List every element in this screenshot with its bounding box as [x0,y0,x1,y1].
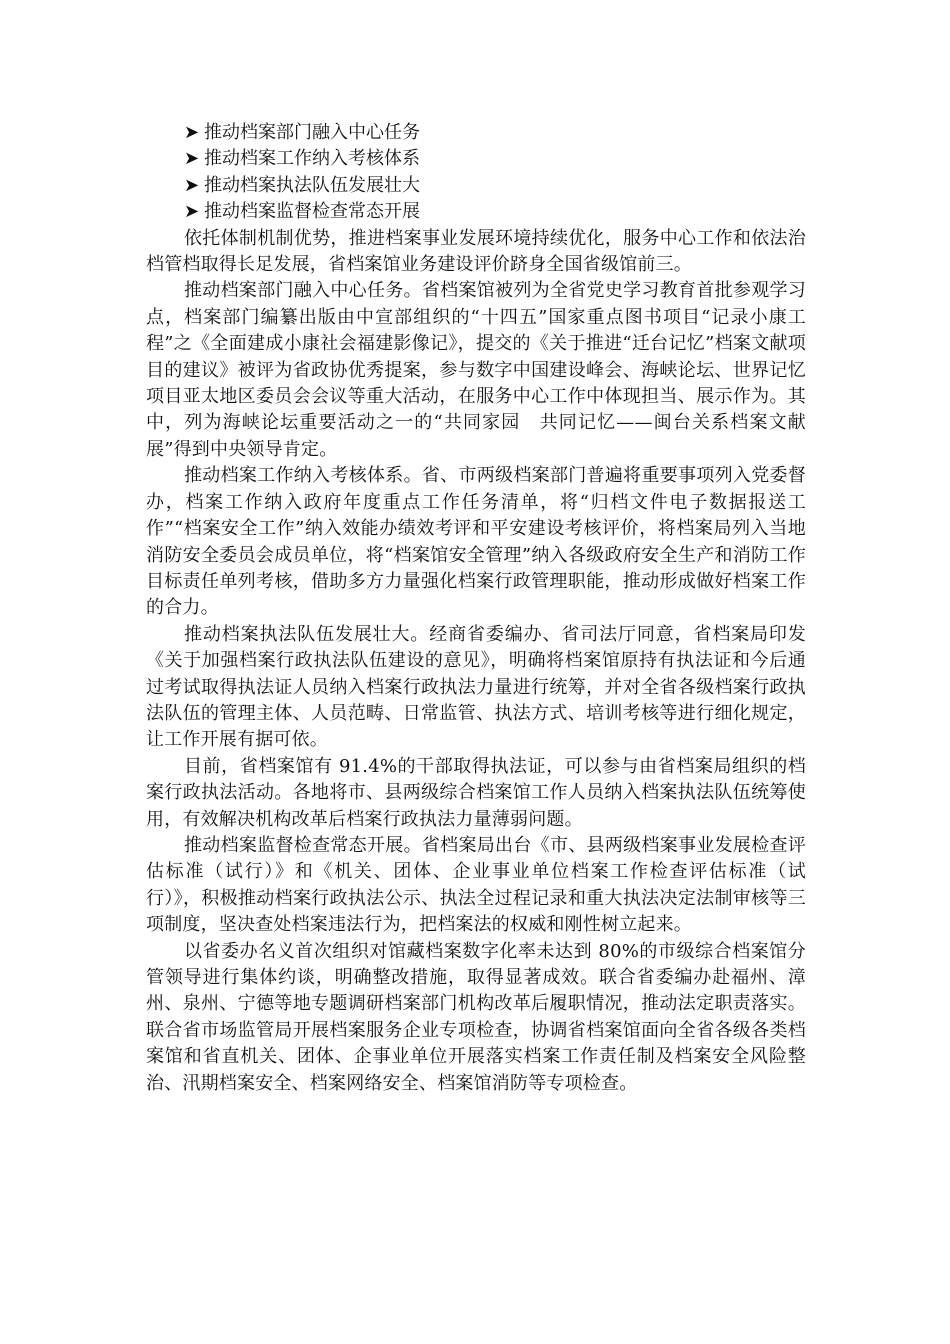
arrow-bullet-icon: ➤ [184,174,200,196]
arrow-bullet-icon: ➤ [184,148,200,170]
bullet-text: 推动档案工作纳入考核体系 [204,148,420,170]
arrow-bullet-icon: ➤ [184,122,200,143]
paragraph-enforcement-team: 推动档案执法队伍发展壮大。经商省委编办、省司法厅同意，省档案局印发《关于加强档案行政执法队伍建设的意见》，明确将档案馆原持有执法证和今后通过考试取得执法证人员纳入档案行政执法力量进行统筹，并对全省各级档案行政执法队伍的管理主体、人员范畴、日常监管、执法方式、培训考核等进行细化规定，让工作开展有据可依。 [146,623,806,751]
arrow-bullet-icon: ➤ [184,201,200,223]
bullet-text: 推动档案监督检查常态开展 [204,201,420,223]
paragraph-intro: 依托体制机制优势，推进档案事业发展环境持续优化，服务中心工作和依法治档管档取得长足发展，省档案馆业务建设评价跻身全国省级馆前三。 [146,227,806,276]
paragraph-digitization: 以省委办名义首次组织对馆藏档案数字化率未达到 80%的市级综合档案馆分管领导进行集体约谈，明确整改措施，取得显著成效。联合省委编办赴福州、漳州、泉州、宁德等地专题调研档案部门机构改革后履职情况，推动法定职责落实。联合省市场监管局开展档案服务企业专项检查，协调省档案馆面向全省各级各类档案馆和省直机关、团体、企事业单位开展落实档案工作责任制及档案安全风险整治、汛期档案安全、档案网络安全、档案馆消防等专项检查。 [146,940,806,1094]
paragraph-central-tasks: 推动档案部门融入中心任务。省档案馆被列为全省党史学习教育首批参观学习点，档案部门编纂出版由中宣部组织的“十四五”国家重点图书项目“记录小康工程”之《全面建成小康社会福建影像记》，提交的《关于推进“迁台记忆”档案文献项目的建议》被评为省政协优秀提案，参与数字中国建设峰会、海峡论坛、世界记忆项目亚太地区委员会会议等重大活动，在服务中心工作中体现担当、展示作为。其中，列为海峡论坛重要活动之一的“共同家园 共同记忆——闽台关系档案文献展”得到中央领导肯定。 [146,280,806,460]
bullet-item [146,146,806,172]
bullet-text: 推动档案部门融入中心任务 [204,122,420,143]
bullet-text: 推动档案执法队伍发展壮大 [204,174,420,196]
bullet-list [146,120,806,226]
document-body [146,120,806,1097]
paragraph-current-status: 目前，省档案馆有 91.4%的干部取得执法证，可以参与由省档案局组织的档案行政执法活动。各地将市、县两级综合档案馆工作人员纳入档案执法队伍统筹使用，有效解决机构改革后档案行政执法力量薄弱问题。 [146,755,806,830]
bullet-item [146,199,806,225]
bullet-item [146,120,806,146]
paragraph-supervision: 推动档案监督检查常态开展。省档案局出台《市、县两级档案事业发展检查评估标准（试行）》和《机关、团体、企业事业单位档案工作检查评估标准（试行）》，积极推动档案行政执法公示、执法全过程记录和重大执法决定法制审核等三项制度，坚决查处档案违法行为，把档案法的权威和刚性树立起来。 [146,834,806,936]
paragraph-assessment-system: 推动档案工作纳入考核体系。省、市两级档案部门普遍将重要事项列入党委督办，档案工作纳入政府年度重点工作任务清单，将“归档文件电子数据报送工作”“档案安全工作”纳入效能办绩效考评和平安建设考核评价，将档案局列入当地消防安全委员会成员单位，将“档案馆安全管理”纳入各级政府安全生产和消防工作目标责任单列考核，借助多方力量强化档案行政管理职能，推动形成做好档案工作的合力。 [146,465,806,619]
bullet-item [146,173,806,199]
